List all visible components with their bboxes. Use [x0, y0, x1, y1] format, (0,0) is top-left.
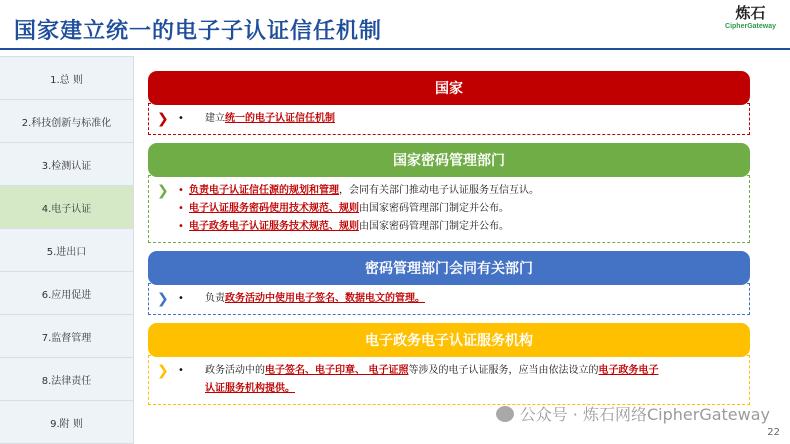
- plain-text: 建立: [205, 113, 225, 124]
- bullet-row: [157, 200, 739, 218]
- sidebar-item-testing[interactable]: [0, 143, 134, 186]
- bullet-row: [157, 182, 739, 200]
- sidebar-item-supplementary[interactable]: [0, 401, 134, 444]
- wechat-icon: [496, 406, 514, 422]
- bullet-dot-icon: •: [178, 365, 184, 376]
- bullet-row: [157, 290, 739, 308]
- page-number: 22: [767, 427, 780, 438]
- section-header-egov: 电子政务电子认证服务机构: [148, 323, 750, 357]
- watermark-text: 公众号 · 炼石网络CipherGateway: [519, 405, 770, 424]
- bullet-dot-icon: •: [178, 203, 184, 214]
- section-box-joint: [148, 283, 750, 315]
- bullet-text: [189, 200, 739, 218]
- chevron-right-icon: ❯: [157, 363, 169, 379]
- sidebar-item-innovation[interactable]: [0, 100, 134, 143]
- emphasis-text: 认证服务机构提供。: [205, 383, 295, 394]
- bullet-text: [205, 290, 739, 308]
- plain-text: 政务活动中的: [205, 365, 265, 376]
- plain-text: 负责: [205, 293, 225, 304]
- content-area: [148, 71, 750, 405]
- section-header-joint: 密码管理部门会同有关部门: [148, 251, 750, 285]
- sidebar-item-label: 4.电子认证: [41, 203, 92, 215]
- emphasis-text: 电子政务电子: [598, 365, 659, 376]
- bullet-row: [157, 362, 739, 398]
- brand-logo: [725, 4, 776, 31]
- title-divider: [0, 48, 790, 50]
- bullet-row: [157, 218, 739, 236]
- bullet-text: [205, 110, 739, 128]
- plain-text: 等涉及的电子认证服务，应当由依法设立的: [408, 365, 599, 376]
- section-box-state: [148, 103, 750, 135]
- sidebar-item-label: 1.总 则: [50, 74, 83, 86]
- bullet-dot-icon: •: [178, 113, 184, 124]
- wechat-watermark: [496, 402, 770, 425]
- sidebar-item-label: 5.进出口: [46, 246, 87, 258]
- bullet-text: [205, 362, 739, 398]
- section-box-crypto-dept: [148, 175, 750, 243]
- section-header-state: 国家: [148, 71, 750, 105]
- emphasis-text: 负责电子认证信任源的规划和管理: [189, 185, 339, 196]
- bullet-dot-icon: •: [178, 293, 184, 304]
- sidebar-item-label: 8.法律责任: [41, 375, 92, 387]
- sidebar-item-label: 2.科技创新与标准化: [21, 117, 112, 129]
- slide-title: 国家建立统一的电子子认证信任机制: [14, 19, 383, 44]
- section-box-egov: [148, 355, 750, 405]
- bullet-text: [189, 218, 739, 236]
- sidebar-item-label: 3.检测认证: [41, 160, 92, 172]
- emphasis-text: 电子认证服务密码使用技术规范、规则: [189, 203, 359, 214]
- emphasis-text: 政务活动中使用电子签名、数据电文的管理。: [225, 293, 425, 304]
- plain-text: 由国家密码管理部门制定并公布。: [359, 203, 509, 214]
- logo-cn-text: 炼石: [735, 4, 766, 22]
- emphasis-text: 统一的电子认证信任机制: [225, 113, 335, 124]
- bullet-dot-icon: •: [178, 221, 184, 232]
- sidebar-item-promotion[interactable]: [0, 272, 134, 315]
- bullet-text: [189, 182, 739, 200]
- sidebar-item-supervision[interactable]: [0, 315, 134, 358]
- bullet-row: [157, 110, 739, 128]
- sidebar-item-e-auth[interactable]: [0, 186, 134, 229]
- sidebar-item-liability[interactable]: [0, 358, 134, 401]
- emphasis-text: 电子政务电子认证服务技术规范、规则: [189, 221, 359, 232]
- chevron-right-icon: ❯: [157, 111, 169, 127]
- sidebar-item-label: 6.应用促进: [41, 289, 92, 301]
- chapter-sidebar: [0, 56, 134, 444]
- sidebar-item-general[interactable]: [0, 57, 134, 100]
- sidebar-item-label: 7.监督管理: [41, 332, 92, 344]
- emphasis-text: 电子签名、电子印章、 电子证照: [265, 365, 409, 376]
- sidebar-item-label: 9.附 则: [50, 418, 83, 430]
- section-header-crypto-dept: 国家密码管理部门: [148, 143, 750, 177]
- logo-en-text: CipherGateway: [725, 23, 776, 30]
- bullet-dot-icon: •: [178, 185, 184, 196]
- sidebar-item-import-export[interactable]: [0, 229, 134, 272]
- plain-text: ，会同有关部门推动电子认证服务互信互认。: [339, 185, 539, 196]
- chevron-right-icon: ❯: [157, 183, 169, 199]
- plain-text: 由国家密码管理部门制定并公布。: [359, 221, 509, 232]
- chevron-right-icon: ❯: [157, 291, 169, 307]
